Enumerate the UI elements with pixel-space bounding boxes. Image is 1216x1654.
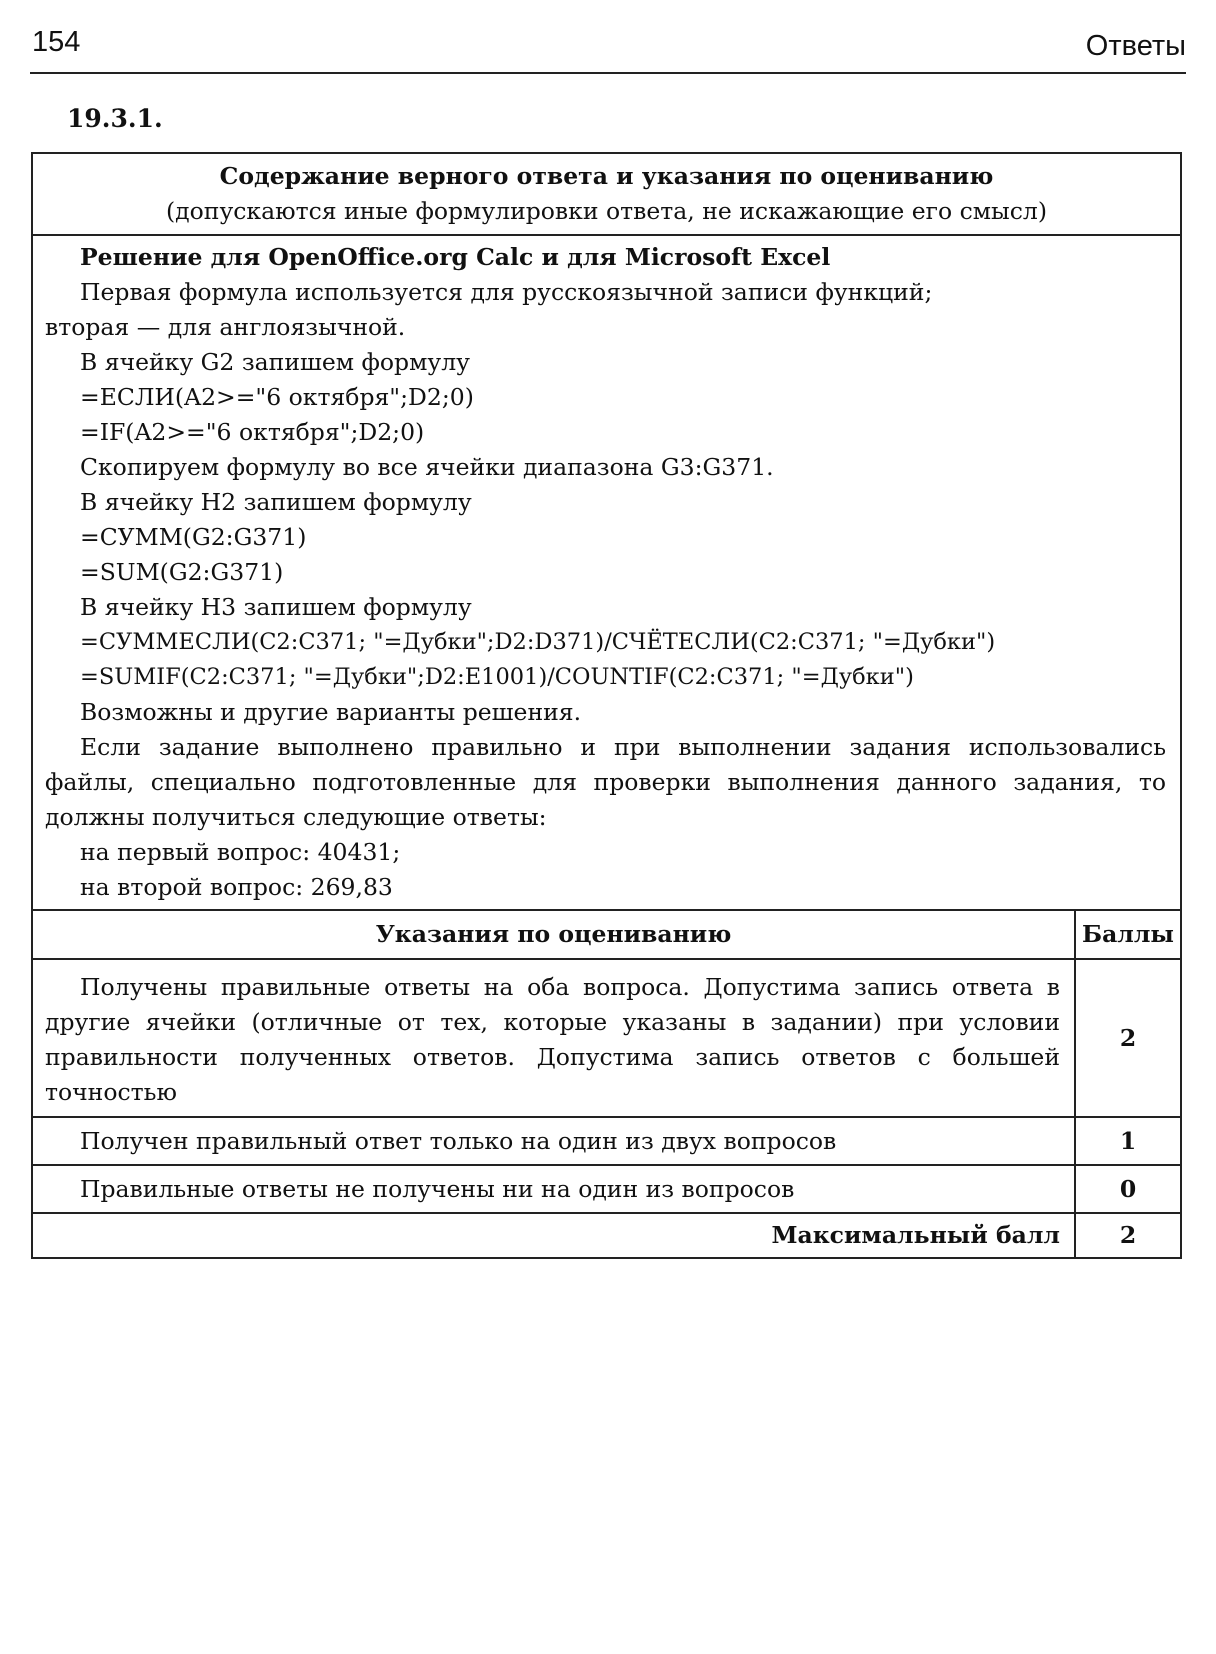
grading-column-criteria: Указания по оцениванию <box>33 910 1075 959</box>
grading-column-points: Баллы <box>1075 910 1180 959</box>
g2-formula-en: =IF(A2>="6 октября";D2;0) <box>80 418 425 446</box>
header-rule <box>30 72 1186 74</box>
page-number: 154 <box>32 26 81 58</box>
copy-instruction: Скопируем формулу во все ячейки диапазона G3:G371. <box>80 453 774 481</box>
solution-block <box>33 236 1180 909</box>
h2-formula-ru: =СУММ(G2:G371) <box>80 523 307 551</box>
grading-row-points: 2 <box>1075 959 1180 1117</box>
other-solutions-note: Возможны и другие варианты решения. <box>80 698 582 726</box>
answer-first-question: на первый вопрос: 40431; <box>80 838 401 866</box>
grading-row <box>33 1117 1180 1165</box>
grading-row-points: 1 <box>1075 1117 1180 1165</box>
h3-label: В ячейку H3 запишем формулу <box>80 593 472 621</box>
grading-row-text: Правильные ответы не получены ни на один из вопросов <box>33 1165 1075 1213</box>
solution-heading: Решение для OpenOffice.org Calc и для Microsoft Excel <box>80 243 831 271</box>
g2-label: В ячейку G2 запишем формулу <box>80 348 470 376</box>
answer-second-question: на второй вопрос: 269,83 <box>80 873 393 901</box>
h3-formula-ru: =СУММЕСЛИ(C2:C371; "=Дубки";D2:D371)/СЧЁТЕСЛИ(C2:C371; "=Дубки") <box>80 629 996 655</box>
answer-header-subtitle: (допускаются иные формулировки ответа, не искажающие его смысл) <box>166 197 1047 225</box>
solution-intro-line-1: Первая формула используется для русскоязычной записи функций; <box>80 278 933 306</box>
solution-intro-line-2: вторая — для англоязычной. <box>45 313 406 341</box>
grading-row-text: Получен правильный ответ только на один из двух вопросов <box>33 1117 1075 1165</box>
running-head: Ответы <box>1085 30 1186 62</box>
grading-row-text: Получены правильные ответы на оба вопроса. Допустима запись ответа в другие ячейки (отличные от тех, которые указаны в задании) при условии правильности полученных ответов. Допустима запись ответов с большей точностью <box>33 959 1075 1117</box>
answer-header-title: Содержание верного ответа и указания по оцениванию <box>219 162 994 190</box>
answer-header <box>33 154 1180 236</box>
task-number: 19.3.1. <box>67 104 163 133</box>
grading-max-row <box>33 1213 1180 1257</box>
grading-table <box>33 909 1180 1257</box>
files-note: Если задание выполнено правильно и при выполнении задания использовались файлы, специально подготовленные для проверки выполнения данного задания, то должны получиться следующие ответы: <box>45 733 1166 831</box>
h2-formula-en: =SUM(G2:G371) <box>80 558 284 586</box>
g2-formula-ru: =ЕСЛИ(A2>="6 октября";D2;0) <box>80 383 474 411</box>
grading-header-row <box>33 910 1180 959</box>
grading-row-points: 0 <box>1075 1165 1180 1213</box>
grading-row <box>33 1165 1180 1213</box>
answer-frame <box>31 152 1182 1259</box>
max-score-label: Максимальный балл <box>33 1213 1075 1257</box>
h3-formula-en: =SUMIF(C2:C371; "=Дубки";D2:E1001)/COUNTIF(C2:C371; "=Дубки") <box>80 664 914 690</box>
h2-label: В ячейку H2 запишем формулу <box>80 488 472 516</box>
grading-row <box>33 959 1180 1117</box>
max-score-value: 2 <box>1075 1213 1180 1257</box>
